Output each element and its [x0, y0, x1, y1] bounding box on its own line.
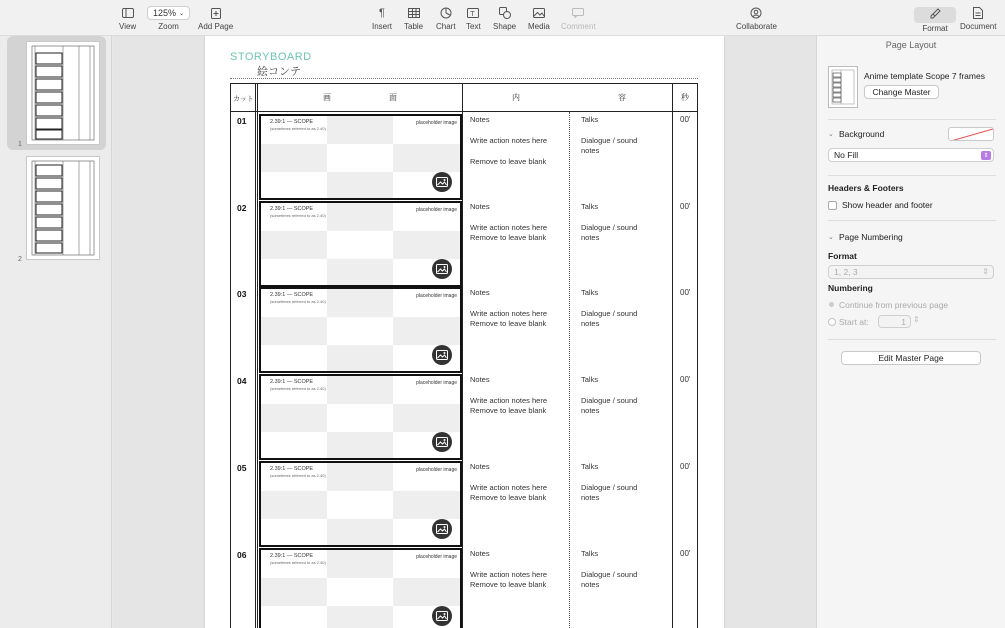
talks-line-1: Dialogue / sound [581, 569, 638, 579]
page-number-label: 2 [18, 256, 22, 263]
talks-title: Talks [581, 201, 599, 211]
continue-radio[interactable] [829, 302, 834, 307]
stepper-icon[interactable]: ⇕ [913, 315, 920, 324]
frame-cell [327, 116, 393, 144]
storyboard-table[interactable] [230, 83, 698, 628]
frame-aspect-title: 2.39:1 — SCOPE [270, 552, 314, 559]
change-master-button[interactable]: Change Master [864, 85, 939, 99]
storyboard-title: STORYBOARD [230, 51, 312, 63]
talks-line-1: Dialogue / sound [581, 396, 638, 406]
frame-aspect-title: 2.39:1 — SCOPE [270, 379, 314, 386]
talks-line-1: Dialogue / sound [581, 222, 638, 232]
cut-number: 05 [237, 462, 247, 473]
notes-title: Notes [470, 375, 490, 385]
continue-label: Continue from previous page [839, 300, 949, 310]
talks-line-1: Dialogue / sound [581, 309, 638, 319]
frame-cell [393, 231, 462, 259]
talks-title: Talks [581, 375, 599, 385]
frame-cell [327, 259, 393, 287]
frame-cell [327, 345, 393, 373]
talks-line-2: notes [581, 579, 600, 589]
notes-line-2: Remove to leave blank [470, 232, 547, 242]
frame-cell [327, 172, 393, 200]
notes-title: Notes [470, 461, 490, 471]
replace-image-icon[interactable] [432, 606, 452, 626]
frame-aspect-title: 2.39:1 — SCOPE [270, 292, 314, 299]
table-button[interactable] [404, 6, 423, 31]
divider [828, 175, 996, 176]
page-thumbnail-1[interactable] [7, 36, 106, 150]
toolbar [0, 0, 1005, 36]
chart-button[interactable] [436, 6, 456, 31]
frame-cell [393, 578, 462, 606]
popup-arrows-icon: ⇕ [981, 151, 991, 160]
column-divider [672, 84, 673, 628]
shape-icon [499, 6, 511, 20]
notes-line-1: Write action notes here [470, 569, 547, 579]
zoom-control[interactable] [147, 6, 190, 31]
talks-line-2: notes [581, 406, 600, 416]
document-label: Document [960, 22, 997, 31]
storyboard-frame[interactable] [259, 548, 462, 628]
cut-number: 06 [237, 549, 247, 560]
text-box-icon [467, 6, 479, 20]
frame-cell [327, 463, 393, 491]
frame-aspect-title: 2.39:1 — SCOPE [270, 119, 314, 125]
frame-cell [393, 404, 462, 432]
document-page[interactable] [205, 36, 724, 628]
notes-line-1: Write action notes here [470, 309, 547, 319]
divider [828, 119, 996, 120]
paintbrush-icon [929, 8, 941, 22]
collaborate-icon [750, 6, 762, 20]
chevron-down-icon: ⌄ [179, 10, 185, 17]
talks-title: Talks [581, 288, 599, 298]
replace-image-icon[interactable] [432, 172, 452, 192]
column-divider [257, 84, 258, 628]
replace-image-icon[interactable] [432, 432, 452, 452]
divider [828, 220, 996, 221]
notes-line-2: Remove to leave blank [470, 492, 547, 502]
placeholder-label: placeholder image [416, 293, 457, 300]
master-name: Anime template Scope 7 frames [864, 71, 985, 81]
replace-image-icon[interactable] [432, 345, 452, 365]
add-page-button[interactable] [198, 6, 233, 31]
start-at-field[interactable] [878, 315, 911, 328]
document-button[interactable] [960, 6, 996, 31]
comment-button[interactable] [561, 6, 596, 31]
sidebar-icon [122, 6, 134, 20]
talks-line-1: Dialogue / sound [581, 482, 638, 492]
format-label: Format [922, 24, 948, 33]
seconds-value: 00' [680, 288, 691, 298]
comment-label: Comment [561, 22, 596, 31]
insert-button[interactable] [372, 6, 392, 31]
format-pill [914, 7, 956, 23]
notes-title: Notes [470, 548, 490, 558]
view-button[interactable] [119, 6, 136, 31]
frame-aspect-subtitle: (sometimes referred to as 2.40) [270, 386, 326, 392]
start-at-value: 1 [901, 316, 906, 327]
cut-number: 03 [237, 289, 247, 300]
talks-title: Talks [581, 461, 599, 471]
seconds-value: 00' [680, 201, 691, 211]
frame-aspect-subtitle: (sometimes referred to as 2.40) [270, 212, 326, 218]
chart-label: Chart [436, 22, 456, 31]
master-thumbnail [828, 66, 858, 108]
talks-line-2: notes [581, 232, 600, 242]
notes-title: Notes [470, 115, 490, 124]
seconds-value: 00' [680, 375, 691, 385]
popup-arrows-icon: ⇕ [982, 267, 989, 276]
notes-title: Notes [470, 288, 490, 298]
numbering-label: Numbering [828, 283, 873, 293]
collaborate-label: Collaborate [736, 22, 777, 31]
edit-master-page-button[interactable]: Edit Master Page [841, 351, 981, 365]
page-numbering-label: Page Numbering [839, 232, 903, 242]
frame-aspect-subtitle: (sometimes referred to as 2.40) [270, 472, 326, 478]
chevron-down-icon[interactable]: ⌄ [828, 234, 834, 241]
header-content-1: 内 [512, 93, 520, 102]
collaborate-button[interactable] [736, 6, 777, 31]
frame-cell [393, 317, 462, 345]
format-inspector [816, 36, 1005, 628]
placeholder-label: placeholder image [416, 466, 457, 473]
background-label: Background [839, 129, 885, 139]
table-icon [408, 6, 420, 20]
chart-icon [440, 6, 452, 20]
column-divider-dotted [569, 112, 570, 628]
storyboard-frame[interactable] [259, 374, 462, 460]
chevron-down-icon[interactable]: ⌄ [828, 131, 834, 138]
placeholder-label: placeholder image [416, 380, 457, 387]
frame-cell [261, 231, 327, 259]
frame-cell [393, 491, 462, 519]
header-picture-1: 画 [323, 93, 331, 102]
frame-aspect-subtitle: (sometimes referred to as 2.40) [270, 559, 326, 565]
media-label: Media [528, 22, 550, 31]
no-fill-slash-icon [949, 128, 994, 141]
page-thumbnail-2[interactable] [7, 151, 106, 265]
header-cut: カット [233, 96, 254, 103]
media-button[interactable] [528, 6, 550, 31]
notes-line-2: Remove to leave blank [470, 157, 547, 166]
seconds-value: 00' [680, 548, 691, 558]
table-label: Table [404, 22, 424, 31]
storyboard-subtitle: 絵コンテ [257, 66, 301, 78]
add-page-icon [211, 6, 221, 20]
replace-image-icon[interactable] [432, 519, 452, 539]
comment-icon [572, 6, 584, 20]
notes-line-1: Write action notes here [470, 396, 547, 406]
svg-text:T: T [470, 10, 475, 18]
page-thumbnails-sidebar [0, 36, 112, 628]
notes-line-1: Write action notes here [470, 482, 547, 492]
frame-cell [327, 606, 393, 628]
notes-line-2: Remove to leave blank [470, 579, 547, 589]
talks-line-2: notes [581, 492, 600, 502]
talks-line-2: notes [581, 319, 600, 329]
placeholder-label: placeholder image [416, 553, 457, 560]
text-label: Text [466, 22, 481, 31]
talks-line-1: Dialogue / sound [581, 136, 638, 145]
frame-cell [393, 144, 462, 172]
notes-line-2: Remove to leave blank [470, 319, 547, 329]
frame-cell [261, 144, 327, 172]
cut-number: 04 [237, 376, 247, 387]
column-divider [462, 84, 463, 628]
talks-line-2: notes [581, 146, 600, 155]
frame-cell [327, 432, 393, 460]
placeholder-label: placeholder image [416, 120, 457, 126]
notes-line-1: Write action notes here [470, 222, 547, 232]
storyboard-frame[interactable] [259, 287, 462, 373]
format-button[interactable] [914, 7, 956, 33]
frame-aspect-subtitle: (sometimes referred to as 2.40) [270, 299, 326, 305]
show-header-footer-checkbox[interactable] [828, 201, 837, 210]
format-label: Format [828, 251, 857, 261]
start-at-radio[interactable] [828, 318, 836, 326]
frame-aspect-subtitle: (sometimes referred to as 2.40) [270, 126, 326, 131]
placeholder-label: placeholder image [416, 206, 457, 213]
view-label: View [119, 22, 137, 31]
header-content-2: 容 [618, 93, 626, 102]
page-preview [26, 156, 100, 260]
photo-icon [533, 6, 545, 20]
show-header-footer-label: Show header and footer [842, 200, 933, 210]
paragraph-icon: ¶ [379, 7, 385, 19]
number-format-select[interactable] [828, 265, 994, 279]
frame-cell [327, 376, 393, 404]
storyboard-frame[interactable] [259, 461, 462, 547]
fill-select[interactable] [828, 148, 994, 162]
start-at-label: Start at: [839, 317, 869, 327]
talks-title: Talks [581, 115, 599, 124]
frame-cell [261, 491, 327, 519]
text-button[interactable] [466, 6, 481, 31]
cut-number: 01 [237, 116, 247, 126]
headers-footers-label: Headers & Footers [828, 183, 904, 193]
document-icon [973, 6, 983, 20]
seconds-value: 00' [680, 115, 691, 124]
notes-line-2: Remove to leave blank [470, 406, 547, 416]
storyboard-frame[interactable] [259, 114, 462, 200]
header-picture-2: 面 [389, 93, 397, 102]
frame-cell [327, 550, 393, 578]
page-preview [26, 41, 100, 145]
background-color-well[interactable] [948, 127, 994, 141]
zoom-label: Zoom [158, 22, 179, 31]
page-number-label: 1 [18, 141, 22, 148]
frame-cell [261, 404, 327, 432]
add-page-label: Add Page [198, 22, 234, 31]
shape-label: Shape [493, 22, 517, 31]
zoom-value: 125% [153, 8, 177, 18]
document-canvas[interactable] [113, 36, 816, 628]
shape-button[interactable] [493, 6, 516, 31]
notes-line-1: Write action notes here [470, 136, 547, 145]
divider [828, 339, 996, 340]
seconds-value: 00' [680, 461, 691, 471]
frame-aspect-title: 2.39:1 — SCOPE [270, 465, 314, 472]
header-seconds: 秒 [681, 93, 689, 102]
cut-number: 02 [237, 202, 247, 213]
fill-value: No Fill [834, 150, 859, 160]
talks-title: Talks [581, 548, 599, 558]
dotted-divider [230, 78, 698, 79]
storyboard-frame[interactable] [259, 201, 462, 287]
zoom-popup[interactable] [147, 6, 190, 20]
number-format-value: 1, 2, 3 [834, 267, 858, 277]
header-divider [231, 111, 697, 112]
frame-cell [327, 519, 393, 547]
frame-cell [261, 317, 327, 345]
frame-cell [327, 203, 393, 231]
frame-cell [261, 578, 327, 606]
insert-label: Insert [372, 22, 393, 31]
frame-cell [327, 289, 393, 317]
replace-image-icon[interactable] [432, 259, 452, 279]
frame-aspect-title: 2.39:1 — SCOPE [270, 205, 314, 212]
column-divider [255, 84, 256, 628]
inspector-title: Page Layout [885, 40, 937, 50]
notes-title: Notes [470, 201, 490, 211]
